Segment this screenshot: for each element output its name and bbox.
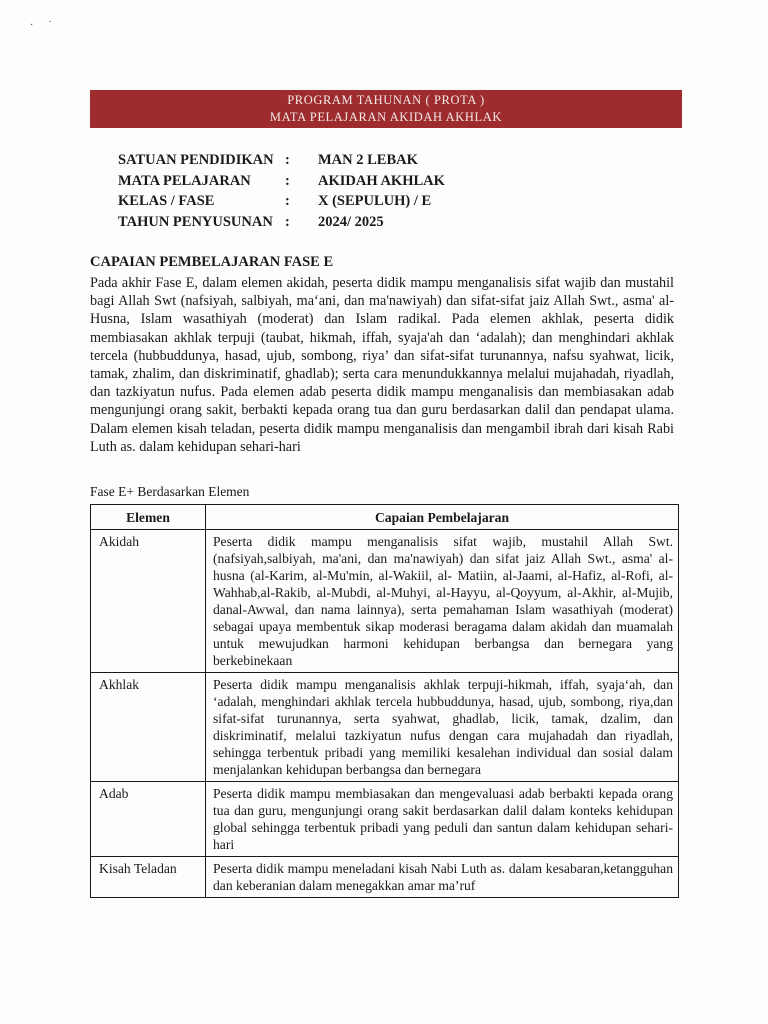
meta-label: MATA PELAJARAN: [118, 172, 251, 189]
meta-value: MAN 2 LEBAK: [318, 152, 418, 168]
elemen-cell: Kisah Teladan: [91, 857, 206, 898]
capaian-cell: Peserta didik mampu menganalisis sifat wajib, mustahil Allah Swt. (nafsiyah,salbiyah, ma'ani, dan ma'nawiyah) dan sifat jaiz Allah Swt., asma' al-husna (al-Karim, al-Mu'min, al-Wakiil, al- Matiin, al-Jaami, al-Hafiz, al-Rofi, al-Wahhab,al-Rakib, al-Mubdi, al-Muhyi, al-Hayyu, al-Qoyyum, al-Akhir, al-Mujib, danal-Awwal, dan nama lainnya), serta pemahaman Islam wasathiyah (moderat) sebagai upaya membentuk sikap moderasi beragama dalam akidah dan muamalah untuk mewujudkan harmoni kehidupan berbangsa dan bernegara yang berkebinekaan: [206, 530, 679, 673]
meta-value: X (SEPULUH) / E: [318, 193, 432, 209]
table-row: [91, 673, 679, 782]
header-title-line2: MATA PELAJARAN AKIDAH AKHLAK: [269, 110, 503, 124]
header-title-line1: PROGRAM TAHUNAN ( PROTA ): [287, 93, 485, 107]
meta-row: [118, 150, 445, 171]
capaian-cell: Peserta didik mampu menganalisis akhlak terpuji-hikmah, iffah, syaja‘ah, dan ‘adalah, menghindari akhlak tercela hubbuddunya, hasad, ujub, sombong, riya,dan sifat-sifat turunannya, serta syahwat, ghadlab, licik, tamak, dzalim, dan diskriminatif, melalui tazkiyatun nufus dengan cara mujahadah dan riyadlah, sehingga terbentuk pribadi yang memiliki kesalehan individual dan sosial dalam menjalankan kehidupan berbangsa dan bernegara: [206, 673, 679, 782]
meta-row: [118, 212, 445, 233]
meta-label: SATUAN PENDIDIKAN: [118, 152, 274, 168]
meta-colon: :: [285, 172, 290, 189]
meta-colon: :: [285, 213, 290, 230]
identity-block: [118, 150, 445, 232]
capaian-paragraph: Pada akhir Fase E, dalam elemen akidah, peserta didik mampu menganalisis sifat wajib dan mustahil bagi Allah Swt (nafsiyah, salbiyah, ma‘ani, dan ma'nawiyah) dan sifat-sifat jaiz Allah Swt., asma' al-Husna, Islam wasathiyah (moderat) dan Islam radikal. Pada elemen akhlak, peserta didik membiasakan akhlak terpuji (taubat, hikmah, iffah, syaja'ah dan ‘adalah); dan menghindari akhlak tercela (hubbuddunya, hasad, ujub, sombong, riya’ dan sifat-sifat turunannya, nafsu syahwat, licik, tamak, zhalim, dan diskriminatif, ghadlab); serta cara menundukkannya melalui mujahadah, riyadlah, dan tazkiyatun nufus. Pada elemen adab peserta didik mampu menganalisis dan membiasakan adab mengunjungi orang sakit, berbakti kepada orang tua dan guru berdasarkan dalil dan pendapat ulama. Dalam elemen kisah teladan, peserta didik mampu menganalisis dan mengambil ibrah dari kisah Rabi Luth as. dalam kehidupan sehari-hari: [90, 275, 674, 455]
capaian-cell: Peserta didik mampu membiasakan dan mengevaluasi adab berbakti kepada orang tua dan guru, mengunjungi orang sakit berdasarkan dalil dalam konteks kehidupan global sehingga terbentuk pribadi yang peduli dan santun dalam kehidupan sehari-hari: [206, 782, 679, 857]
elemen-cell: Akidah: [91, 530, 206, 673]
meta-value: 2024/ 2025: [318, 213, 384, 230]
meta-label: KELAS / FASE: [118, 193, 215, 209]
meta-colon: :: [285, 193, 290, 209]
table-row: [91, 782, 679, 857]
scan-specks: · ˙: [30, 20, 52, 31]
elemen-cell: Akhlak: [91, 673, 206, 782]
meta-label: TAHUN PENYUSUNAN: [118, 213, 273, 230]
meta-row: [118, 171, 445, 192]
table-row: [91, 857, 679, 898]
meta-colon: :: [285, 152, 290, 168]
header-banner: [90, 90, 682, 128]
column-header-capaian: Capaian Pembelajaran: [206, 505, 679, 530]
capaian-cell: Peserta didik mampu meneladani kisah Nabi Luth as. dalam kesabaran,ketangguhan dan keberanian dalam menegakkan amar ma’ruf: [206, 857, 679, 898]
meta-row: [118, 191, 445, 212]
table-caption: Fase E+ Berdasarkan Elemen: [90, 484, 250, 499]
meta-value: AKIDAH AKHLAK: [318, 172, 445, 189]
table-header-row: [91, 505, 679, 530]
column-header-elemen: Elemen: [91, 505, 206, 530]
elemen-table: [90, 504, 679, 898]
elemen-cell: Adab: [91, 782, 206, 857]
table-row: [91, 530, 679, 673]
section-title: CAPAIAN PEMBELAJARAN FASE E: [90, 254, 334, 270]
